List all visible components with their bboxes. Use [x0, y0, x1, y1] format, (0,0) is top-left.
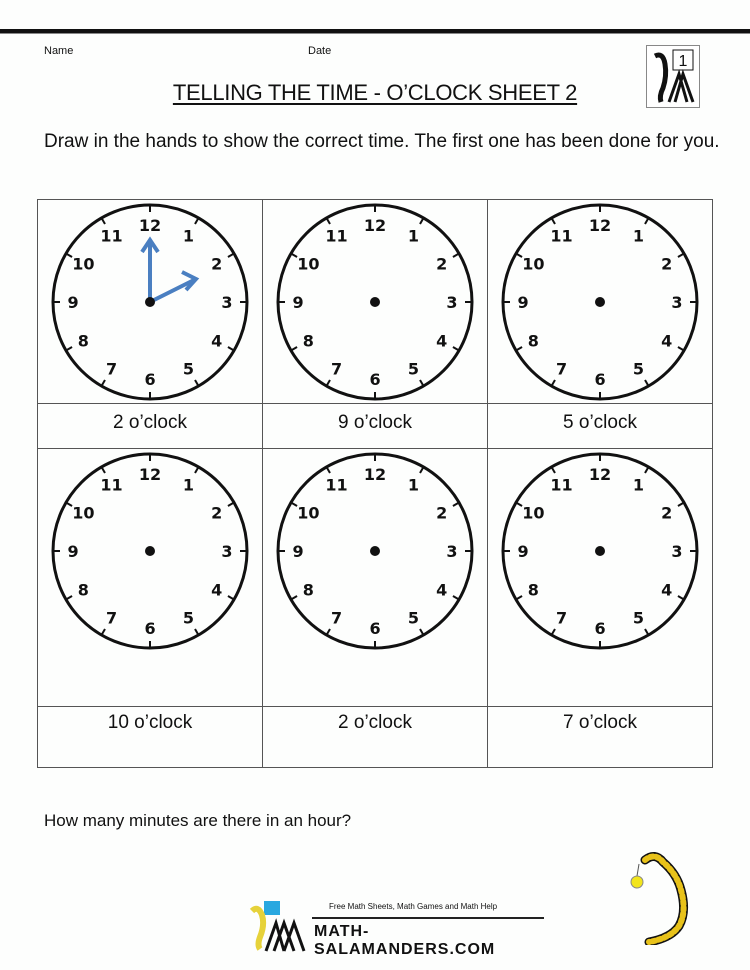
svg-text:9: 9: [517, 542, 529, 561]
clock-cell[interactable]: [263, 200, 488, 404]
clock-face-icon[interactable]: [275, 451, 475, 651]
svg-text:10: 10: [72, 503, 95, 523]
clock-label: 2 o’clock: [38, 404, 263, 449]
svg-text:8: 8: [302, 580, 314, 600]
svg-text:10: 10: [72, 254, 95, 274]
svg-text:5: 5: [407, 359, 420, 379]
svg-text:3: 3: [221, 542, 233, 561]
question-text: How many minutes are there in an hour?: [44, 811, 352, 830]
clock-face-icon[interactable]: [50, 451, 250, 651]
svg-text:6: 6: [369, 619, 381, 638]
svg-text:12: 12: [363, 216, 387, 235]
instructions: Draw in the hands to show the correct time. The first one has been done for you.: [44, 131, 720, 152]
footer-site[interactable]: MATH-SALAMANDERS.COM: [314, 923, 496, 958]
svg-text:12: 12: [588, 216, 612, 235]
svg-text:9: 9: [292, 293, 304, 312]
svg-text:10: 10: [297, 503, 320, 523]
svg-text:6: 6: [144, 619, 156, 638]
svg-text:10: 10: [297, 254, 320, 274]
svg-text:11: 11: [100, 475, 123, 495]
svg-text:7: 7: [330, 359, 343, 379]
svg-text:10: 10: [522, 503, 545, 523]
svg-text:2: 2: [211, 254, 223, 274]
clock-label: 10 o’clock: [38, 707, 263, 768]
svg-text:1: 1: [407, 226, 420, 246]
page-title: TELLING THE TIME - O’CLOCK SHEET 2: [172, 80, 578, 105]
svg-text:2: 2: [211, 503, 223, 523]
svg-text:11: 11: [100, 226, 123, 246]
svg-text:1: 1: [182, 226, 195, 246]
clock-label: 9 o’clock: [263, 404, 488, 449]
footer-rule: [312, 917, 544, 919]
svg-text:1: 1: [407, 475, 420, 495]
svg-text:12: 12: [138, 465, 162, 484]
svg-text:2: 2: [661, 254, 673, 274]
svg-text:11: 11: [550, 226, 573, 246]
svg-text:12: 12: [138, 216, 162, 235]
svg-text:9: 9: [292, 542, 304, 561]
svg-text:8: 8: [527, 331, 539, 351]
svg-text:6: 6: [369, 370, 381, 389]
svg-text:4: 4: [661, 331, 673, 351]
svg-text:4: 4: [436, 331, 448, 351]
clock-table: [37, 199, 713, 768]
clock-face-icon[interactable]: [50, 202, 250, 402]
svg-text:8: 8: [302, 331, 314, 351]
svg-text:3: 3: [221, 293, 233, 312]
clock-cell[interactable]: [488, 200, 713, 404]
svg-text:7: 7: [330, 608, 343, 628]
top-rule: [0, 29, 750, 34]
clock-face-icon[interactable]: [500, 202, 700, 402]
svg-text:4: 4: [436, 580, 448, 600]
svg-text:5: 5: [182, 608, 195, 628]
svg-text:12: 12: [363, 465, 387, 484]
svg-text:9: 9: [517, 293, 529, 312]
clock-cell[interactable]: [263, 449, 488, 707]
svg-text:11: 11: [325, 475, 348, 495]
svg-text:11: 11: [325, 226, 348, 246]
svg-text:4: 4: [211, 331, 223, 351]
svg-text:4: 4: [661, 580, 673, 600]
svg-text:1: 1: [632, 226, 645, 246]
clock-cell[interactable]: [38, 449, 263, 707]
svg-text:7: 7: [105, 359, 118, 379]
footer-tagline: Free Math Sheets, Math Games and Math Help: [329, 902, 498, 911]
clock-face-icon[interactable]: [500, 451, 700, 651]
svg-text:12: 12: [588, 465, 612, 484]
svg-text:3: 3: [446, 293, 458, 312]
svg-text:1: 1: [182, 475, 195, 495]
svg-text:5: 5: [182, 359, 195, 379]
clock-face-icon[interactable]: [275, 202, 475, 402]
grade-badge: 1: [678, 53, 688, 70]
salamander-logo-icon: [244, 897, 314, 952]
svg-text:3: 3: [671, 542, 683, 561]
date-label: Date: [308, 45, 332, 57]
svg-text:8: 8: [527, 580, 539, 600]
svg-text:9: 9: [67, 542, 79, 561]
svg-text:6: 6: [144, 370, 156, 389]
clock-label: 5 o’clock: [488, 404, 713, 449]
svg-text:8: 8: [77, 580, 89, 600]
svg-text:3: 3: [446, 542, 458, 561]
svg-text:1: 1: [632, 475, 645, 495]
svg-text:6: 6: [594, 619, 606, 638]
clock-label: 2 o’clock: [263, 707, 488, 768]
clock-cell[interactable]: [488, 449, 713, 707]
svg-text:6: 6: [594, 370, 606, 389]
svg-text:5: 5: [632, 359, 645, 379]
svg-text:8: 8: [77, 331, 89, 351]
clock-label: 7 o’clock: [488, 707, 713, 768]
svg-text:10: 10: [522, 254, 545, 274]
svg-text:3: 3: [671, 293, 683, 312]
name-label: Name: [44, 45, 74, 57]
salamander-clock-icon: [625, 850, 705, 945]
svg-text:4: 4: [211, 580, 223, 600]
footer-logo[interactable]: [244, 897, 534, 958]
clock-cell[interactable]: [38, 200, 263, 404]
svg-text:2: 2: [436, 254, 448, 274]
svg-text:7: 7: [555, 359, 568, 379]
svg-text:5: 5: [407, 608, 420, 628]
svg-text:11: 11: [550, 475, 573, 495]
svg-text:2: 2: [661, 503, 673, 523]
svg-text:9: 9: [67, 293, 79, 312]
svg-text:2: 2: [436, 503, 448, 523]
svg-text:7: 7: [105, 608, 118, 628]
svg-text:5: 5: [632, 608, 645, 628]
svg-text:7: 7: [555, 608, 568, 628]
